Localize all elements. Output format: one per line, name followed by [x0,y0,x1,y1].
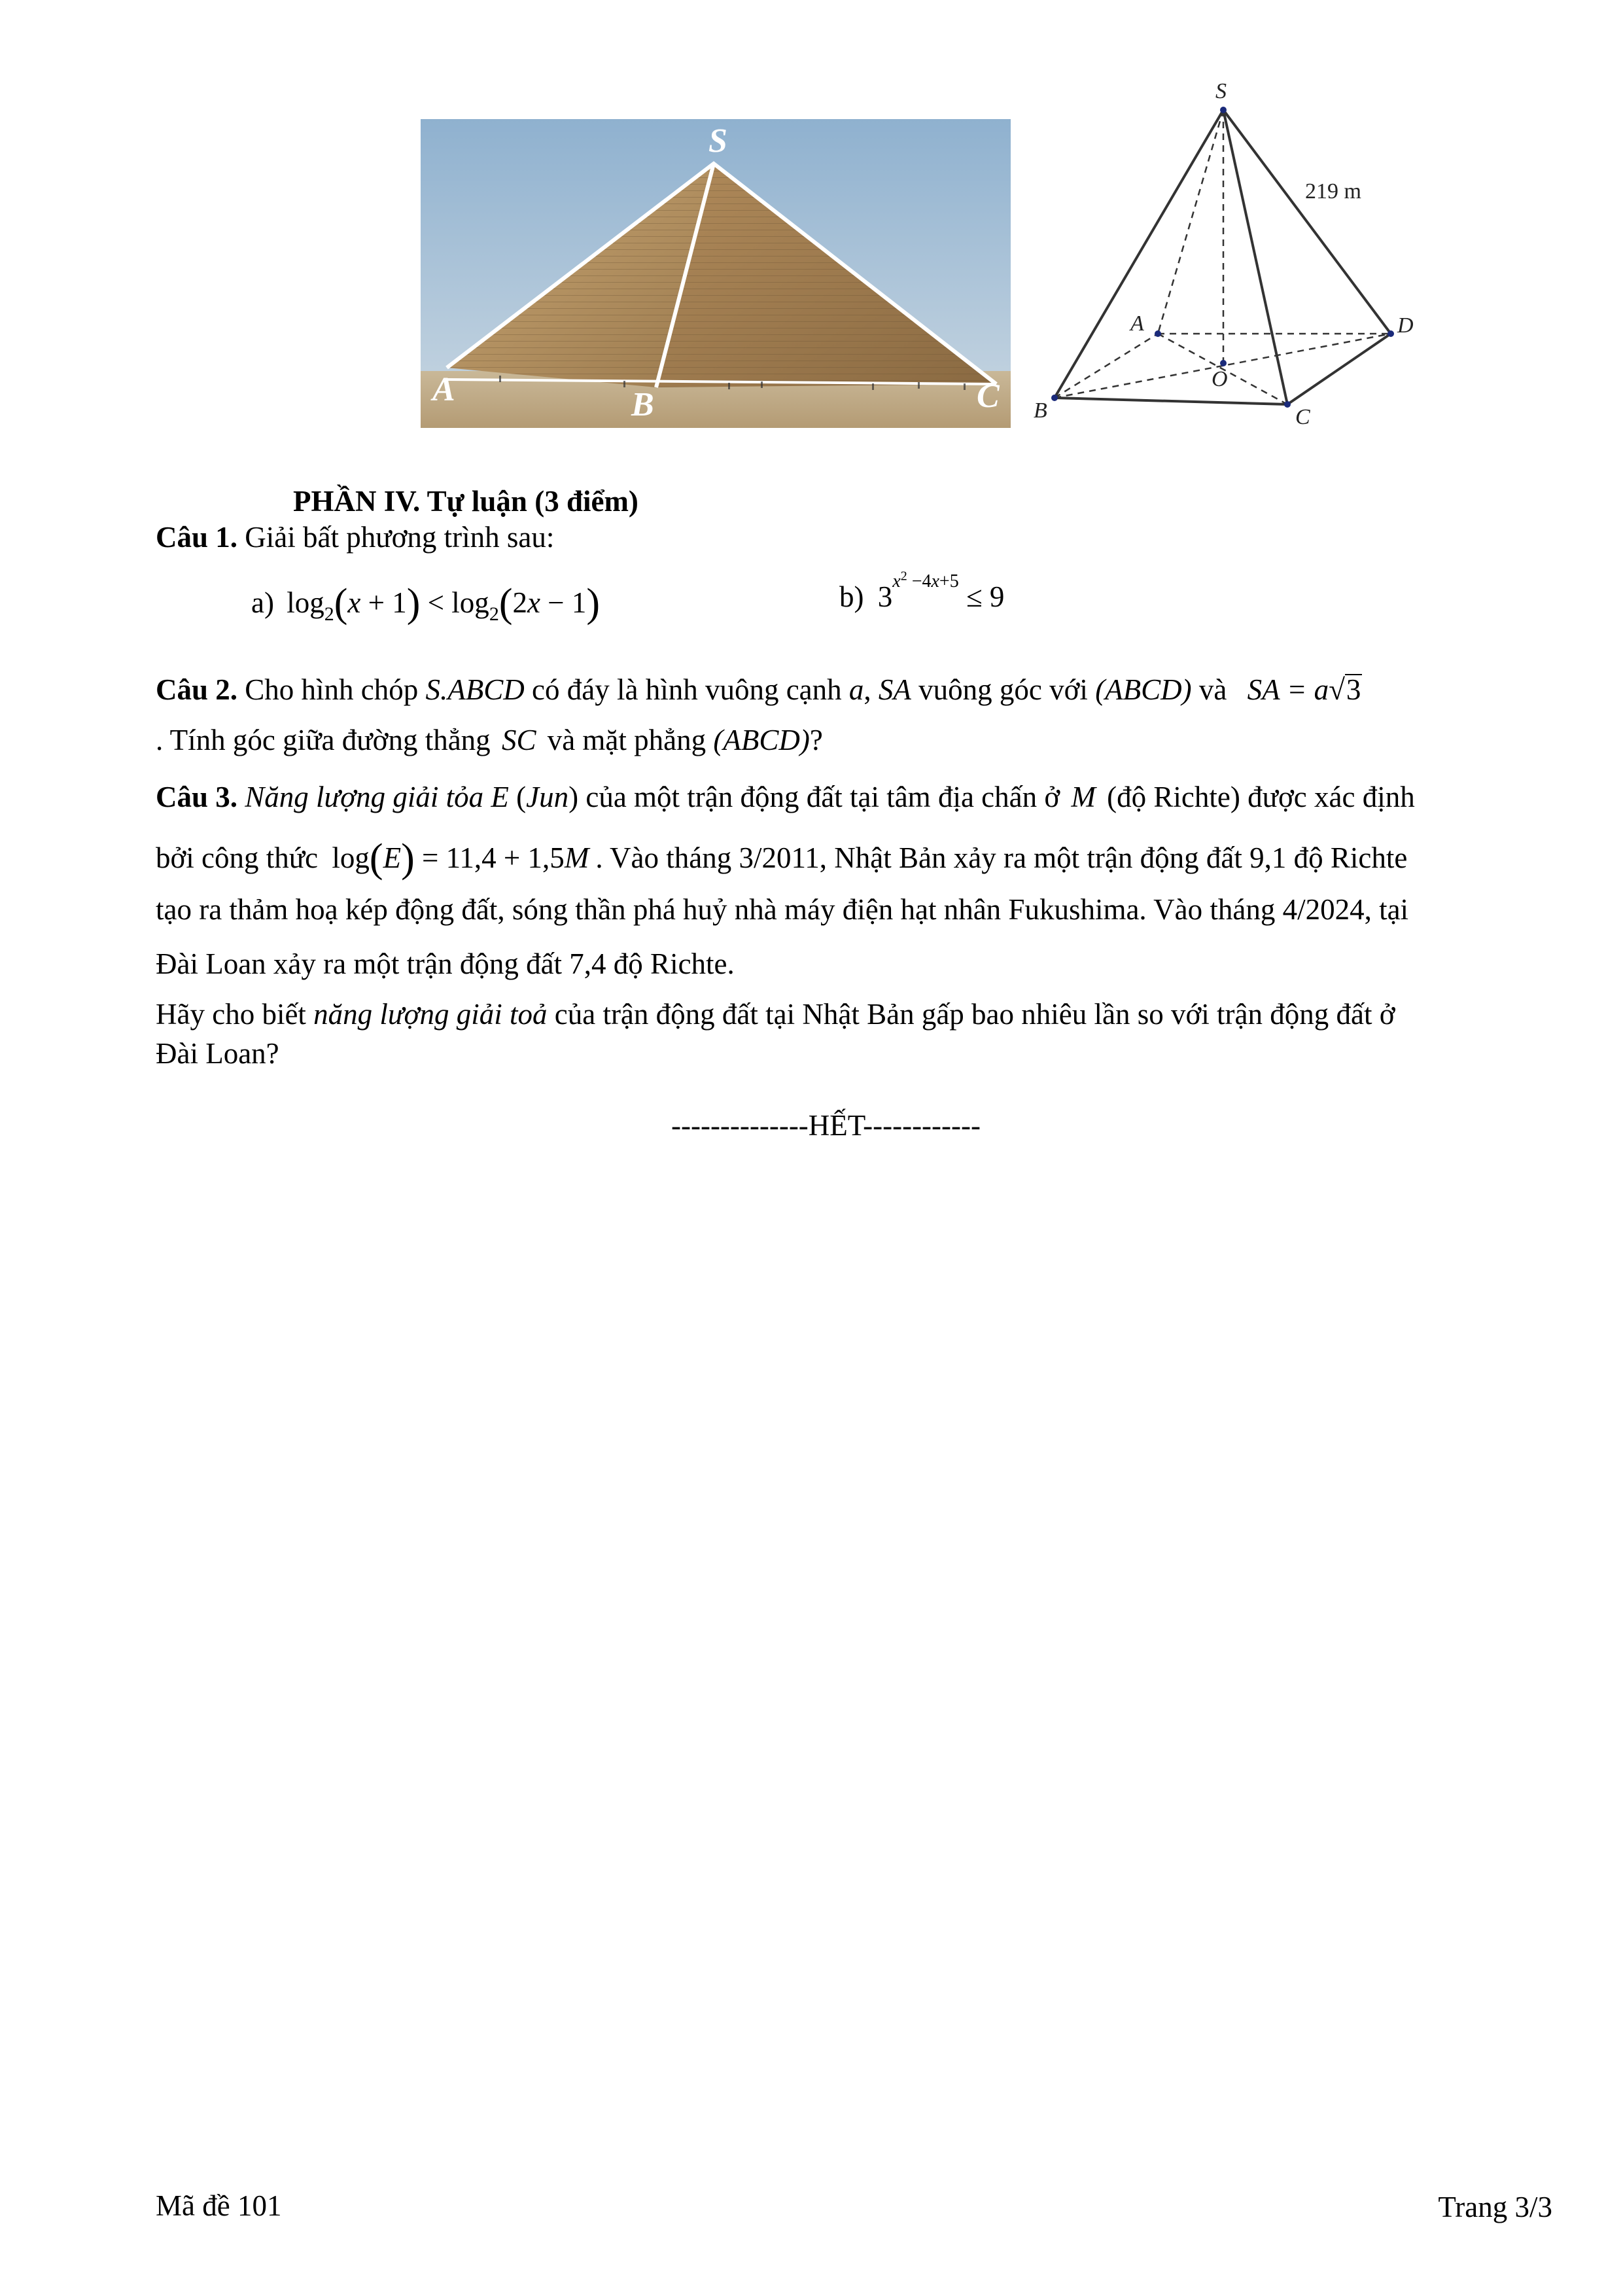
q1a-label: a) [251,586,274,619]
diagram-label-o: O [1212,367,1228,391]
photo-label-b: B [631,386,654,423]
q2-line-1: Câu 2. Cho hình chóp S.ABCD có đáy là hình vuông cạnh a, SA vuông góc với (ABCD) và SA = a√3 [156,673,1361,706]
q1a-expr: $\log_2(x + 1) < \log_2(2x - 1)$ [287,581,600,626]
q3-l1-end: (độ Richte) được xác định [1107,781,1415,813]
q2-sa: SA [878,673,911,706]
q1-label: Câu 1. [156,521,238,554]
q3-l1-jun: Jun [526,781,569,813]
q2-plane: (ABCD) [1095,673,1192,706]
q2-plane2: (ABCD) [713,724,810,756]
q2-line2-text-1: . Tính góc giữa đường thẳng [156,724,491,756]
q3-l1-rest: của một trận động đất tại tâm địa chấn ở [585,781,1060,813]
end-mark: --------------HẾT------------ [671,1109,981,1142]
q3-l2-start: bởi công thức [156,841,319,874]
q2-sc: SC [501,724,536,756]
q3-l1-paren: ( [516,781,527,813]
pyramid-photo-svg [421,119,1011,428]
q1a-line [251,581,600,626]
q3-l1-italic: Năng lượng giải tỏa E [245,781,509,813]
q3-line-5 [156,998,1395,1031]
q3-line-2 [156,836,1407,881]
photo-label-c: C [977,378,1000,415]
photo-label-a: A [432,371,455,408]
footer-code: Mã đề 101 [156,2189,282,2222]
footer-page: Trang 3/3 [1438,2191,1552,2223]
q2-text-1: Cho hình chóp [245,673,419,706]
q1b-line [839,569,1005,614]
q2-line2-text-2: và mặt phẳng [547,724,707,756]
q1-text: Giải bất phương trình sau: [245,521,555,554]
q3-l5-rest: của trận động đất tại Nhật Bản gấp bao nhiêu lần so với trận động đất ở [554,998,1395,1031]
q3-l1-m: M [1071,781,1096,813]
q3-l5-start: Hãy cho biết [156,998,306,1031]
photo-label-s: S [708,122,727,160]
diagram-label-s: S [1215,79,1227,103]
q2-qmark: ? [809,724,823,756]
q3-l5-italic: năng lượng giải toả [313,998,548,1031]
q1b-expr: $3^{x^2 -4x+5} \le 9$ [877,569,1005,613]
q2-text-4: và [1198,673,1227,706]
q1b-label: b) [839,580,864,613]
q3-line-6: Đài Loan? [156,1037,279,1070]
q2-side: a [848,673,864,706]
pyramid-diagram [1027,72,1426,438]
q3-l2-rest: . Vào tháng 3/2011, Nhật Bản xảy ra một trận động đất 9,1 độ Richte [595,841,1408,874]
diagram-label-a: A [1130,311,1144,336]
section-title: PHẦN IV. Tự luận (3 điểm) [293,485,638,518]
q1-line [156,521,554,554]
q2-sa-eq: SA = a√3 [1247,673,1361,706]
q2-text-3: vuông góc với [918,673,1088,706]
q2-pyramid: S.ABCD [425,673,525,706]
q3-label: Câu 3. [156,781,238,813]
q3-l1-close: ) [568,781,579,813]
q2-line-2 [156,724,823,757]
pyramid-diagram-svg [1027,72,1426,438]
diagram-label-d: D [1397,313,1414,338]
q3-formula: log(E) = 11,4 + 1,5M [332,836,589,881]
q3-line-1 [156,781,1415,814]
diagram-label-b: B [1034,398,1047,423]
q3-line-4: Đài Loan xảy ra một trận động đất 7,4 độ Richte. [156,947,735,980]
pyramid-photo [421,119,1011,428]
q2-text-2: có đáy là hình vuông cạnh [532,673,842,706]
edge-length-label: 219 m [1305,179,1361,203]
q3-line-3: tạo ra thảm hoạ kép động đất, sóng thần phá huỷ nhà máy điện hạt nhân Fukushima. Vào tháng 4/2024, tại [156,893,1409,926]
q2-label: Câu 2. [156,673,238,706]
diagram-label-c: C [1295,405,1310,429]
